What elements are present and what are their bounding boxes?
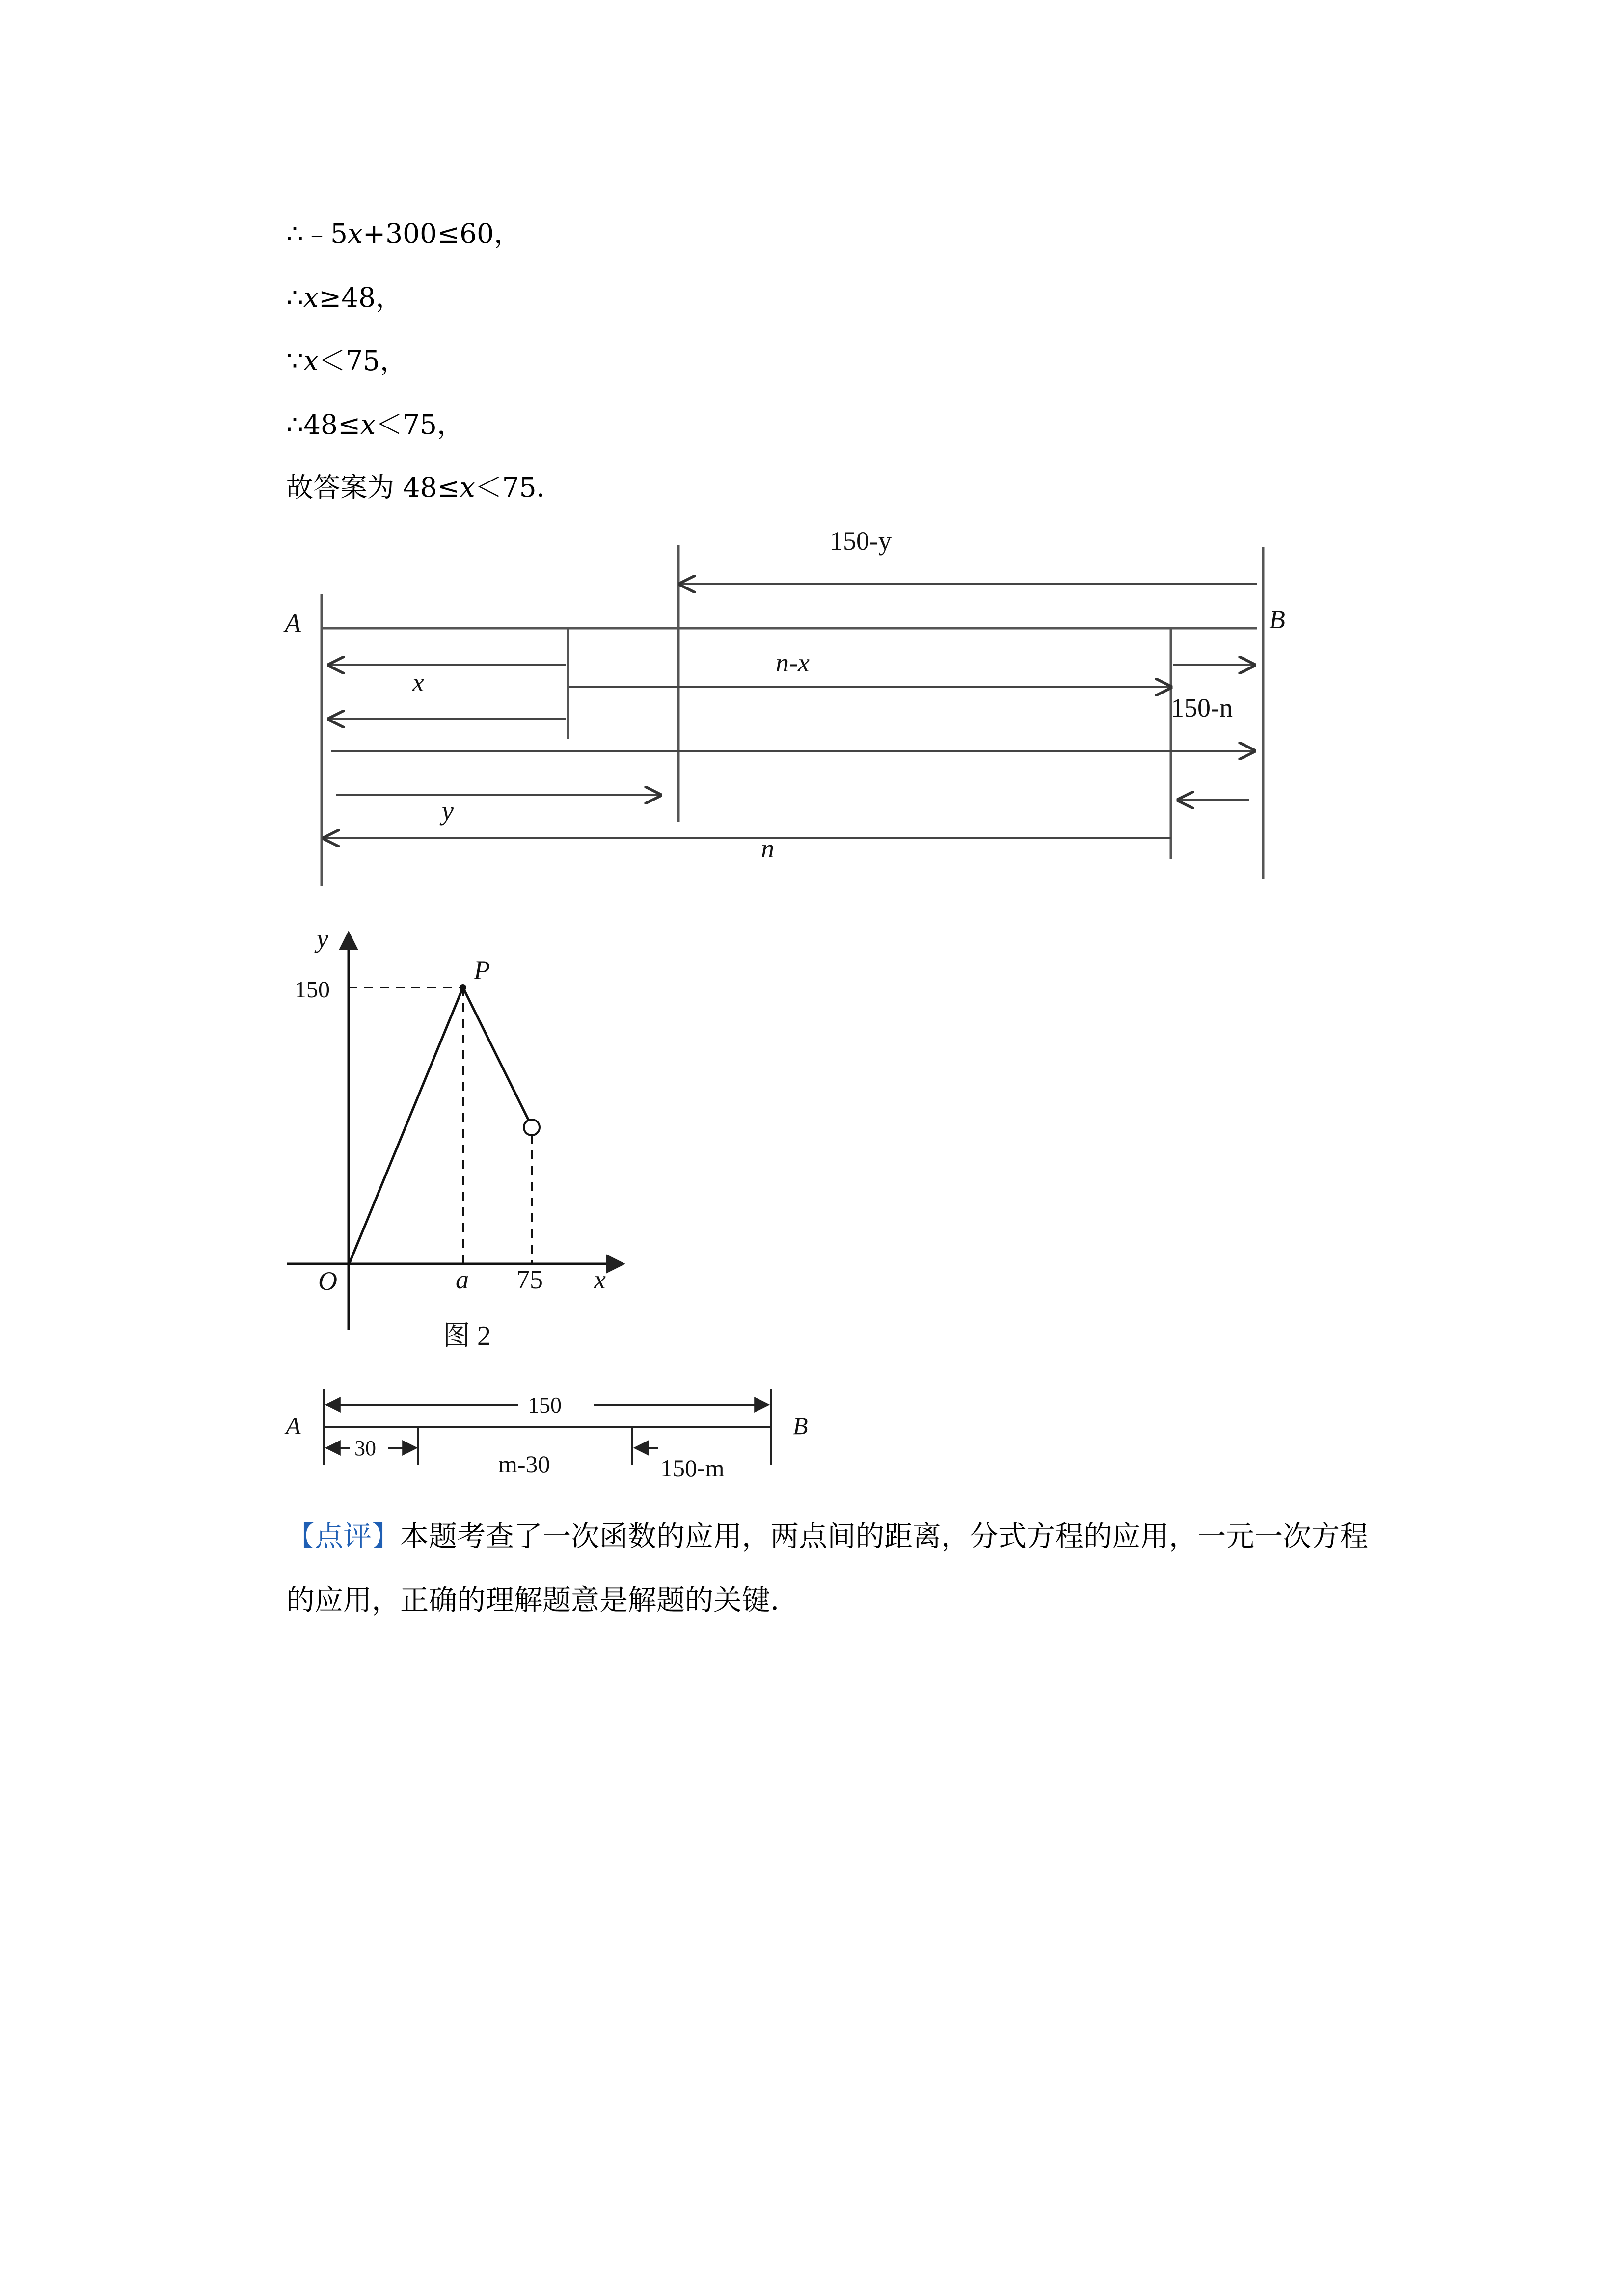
step-line-3: ∵x＜75，	[286, 345, 407, 376]
origin-label: O	[318, 1266, 337, 1296]
y-axis-label: y	[317, 924, 328, 953]
step-line-1: ∴﹣5x+300≤60，	[286, 218, 521, 249]
label-n-minus-x: n-x	[776, 648, 810, 677]
seg-label-a: A	[286, 1412, 301, 1440]
label-150-minus-n: 150-n	[1171, 693, 1233, 722]
x-tick-75: 75	[516, 1265, 543, 1294]
label-x: x	[412, 667, 424, 697]
comment-tag: 【点评】	[286, 1520, 401, 1553]
figure-caption: 图 2	[443, 1321, 491, 1351]
step-line-2: ∴x≥48，	[286, 282, 403, 313]
comment-text: 本题考查了一次函数的应用，两点间的距离，分式方程的应用，一元一次方程的应用，正确的理解题意是解题的关键．	[286, 1520, 1369, 1617]
seg-label-150: 150	[528, 1392, 562, 1417]
label-b: B	[1269, 605, 1285, 634]
x-axis-label: x	[594, 1265, 606, 1294]
seg-label-150-m: 150-m	[660, 1454, 725, 1482]
seg-label-30: 30	[354, 1436, 376, 1460]
label-150-minus-y: 150-y	[830, 526, 892, 556]
x-tick-a: a	[456, 1265, 469, 1294]
y-tick-150: 150	[295, 977, 330, 1003]
label-n: n	[761, 834, 774, 863]
label-y: y	[442, 796, 454, 826]
answer-line: 故答案为 48≤x＜75．	[286, 472, 564, 503]
label-a: A	[285, 609, 301, 638]
comment-paragraph	[286, 1504, 1386, 1632]
seg-label-m-30: m-30	[498, 1450, 550, 1478]
seg-label-b: B	[793, 1412, 808, 1440]
step-line-4: ∴48≤x＜75，	[286, 409, 464, 440]
peak-label: P	[474, 956, 490, 985]
